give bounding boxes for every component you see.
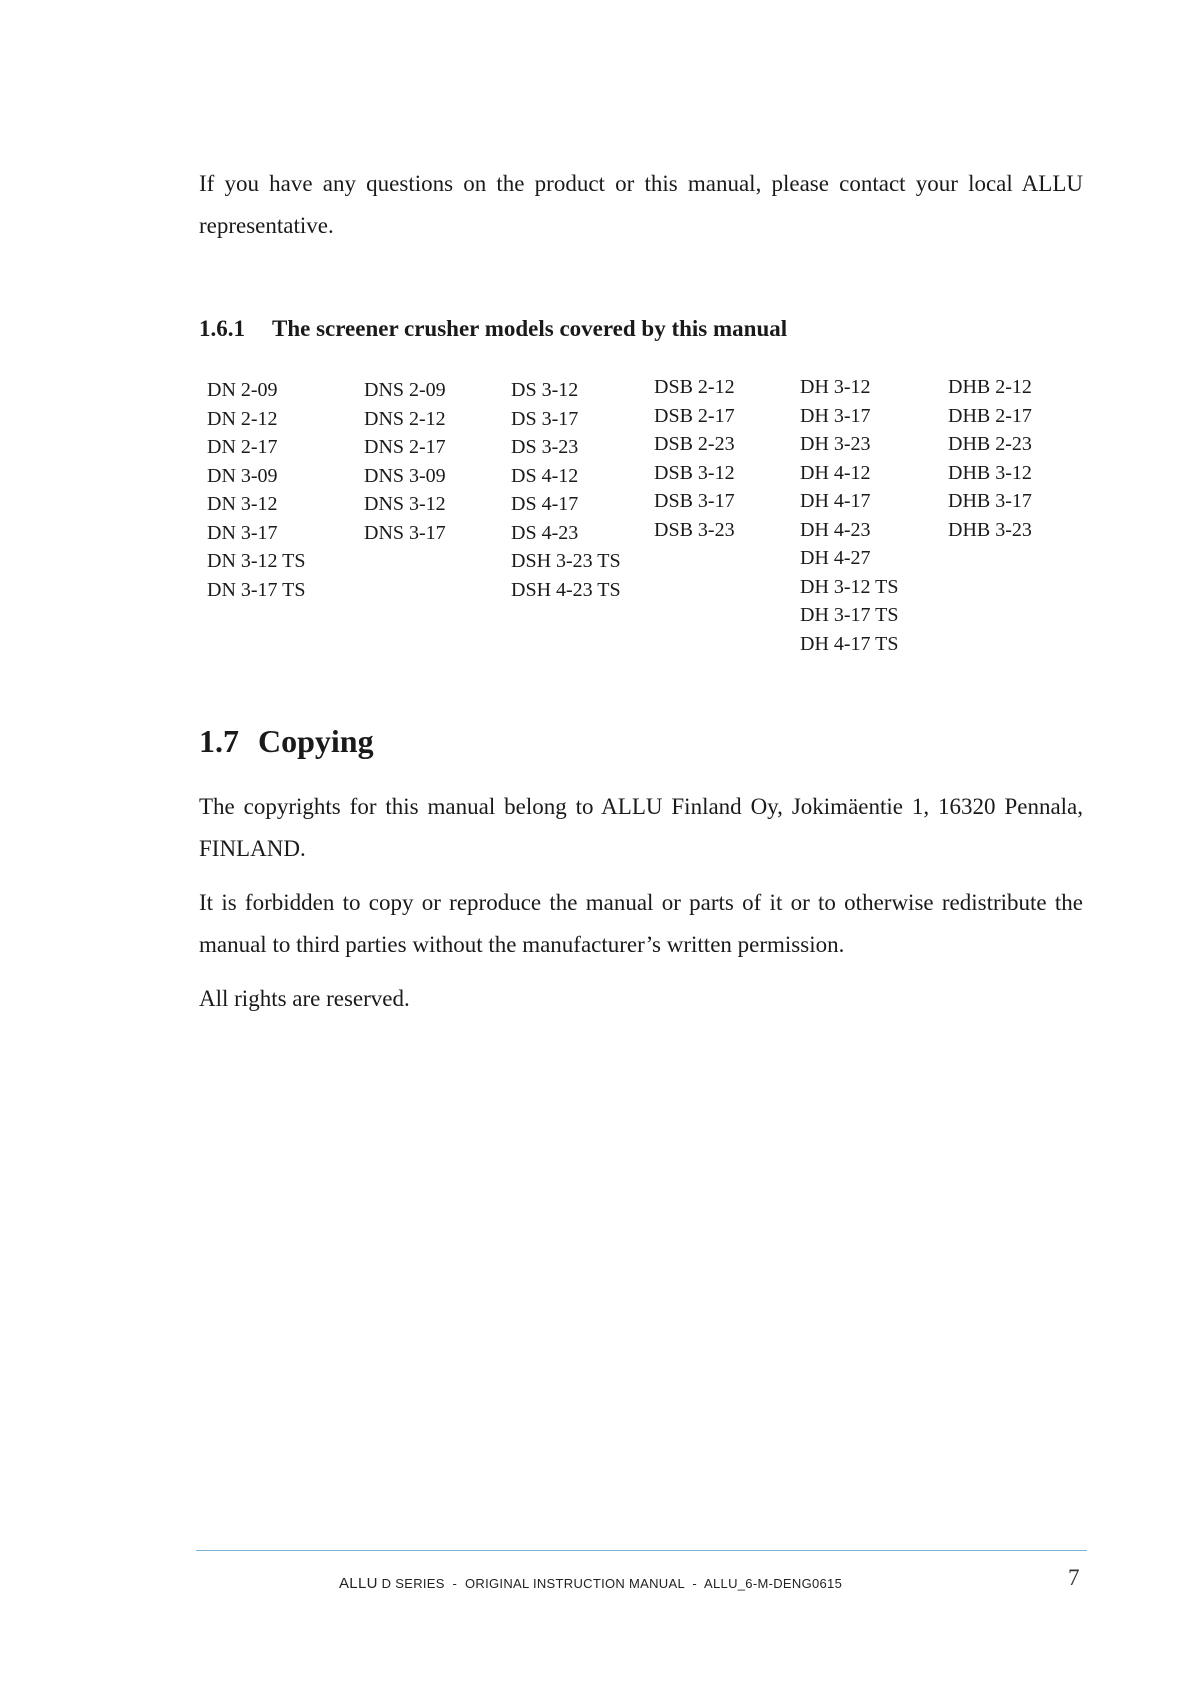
model-item: DH 3-17 TS	[800, 604, 899, 626]
intro-paragraph: If you have any questions on the product or this manual, please contact your local ALLU representative.	[199, 171, 1083, 238]
model-item: DS 4-23	[511, 521, 579, 544]
model-item: DHB 3-12	[948, 461, 1032, 484]
model-item: DN 2-17	[207, 436, 278, 458]
model-item: DN 3-12 TS	[207, 550, 306, 572]
model-list	[0, 370, 1190, 670]
model-item: DH 3-12 TS	[800, 575, 899, 598]
model-item: DS 4-17	[511, 493, 579, 515]
model-item: DNS 2-09	[364, 379, 446, 401]
model-item: DS 3-12	[511, 379, 579, 401]
footer-brand: ALLU	[339, 1575, 378, 1592]
model-item: DS 3-23	[511, 436, 579, 458]
footer-divider	[196, 1550, 1087, 1551]
model-item: DSH 3-23 TS	[511, 550, 621, 572]
model-item: DN 3-17 TS	[207, 578, 306, 601]
model-column-dsb	[654, 373, 735, 544]
model-item: DNS 3-12	[364, 493, 446, 515]
model-item: DS 4-12	[511, 464, 579, 487]
model-item: DSB 2-12	[654, 376, 735, 398]
model-item: DH 3-17	[800, 404, 871, 427]
model-item: DNS 3-09	[364, 464, 446, 487]
model-item: DN 2-09	[207, 379, 278, 401]
model-item: DSB 2-23	[654, 433, 735, 455]
model-column-ds	[511, 376, 621, 604]
model-item: DSB 3-23	[654, 518, 735, 541]
footer-text	[339, 1575, 842, 1592]
model-item: DSH 4-23 TS	[511, 578, 621, 601]
section-title: The screener crusher models covered by this manual	[272, 316, 788, 341]
model-item: DSB 3-12	[654, 461, 735, 484]
section-heading-1-6-1	[199, 316, 787, 342]
model-item: DSB 2-17	[654, 404, 735, 427]
model-item: DH 4-17	[800, 490, 871, 512]
model-item: DH 4-23	[800, 518, 871, 541]
model-item: DH 3-23	[800, 433, 871, 455]
model-item: DH 4-17 TS	[800, 632, 899, 655]
page-number: 7	[1068, 1565, 1080, 1590]
section-number: 1.6.1	[199, 316, 245, 341]
model-column-dn	[207, 376, 306, 604]
section-number: 1.7	[199, 723, 239, 759]
model-item: DH 3-12	[800, 376, 871, 398]
section-heading-1-7	[199, 723, 374, 760]
model-item: DS 3-17	[511, 407, 579, 430]
section-title: Copying	[258, 723, 374, 759]
model-item: DSB 3-17	[654, 490, 735, 512]
model-item: DH 4-12	[800, 461, 871, 484]
model-column-dh	[800, 373, 899, 658]
model-item: DHB 2-17	[948, 404, 1032, 427]
footer-title: D SERIES - ORIGINAL INSTRUCTION MANUAL - ALLU_6-M-DENG0615	[377, 1576, 843, 1591]
model-item: DNS 3-17	[364, 521, 446, 544]
model-column-dns	[364, 376, 446, 547]
model-item: DHB 2-23	[948, 433, 1032, 455]
rights-paragraph: All rights are reserved.	[199, 986, 410, 1011]
model-item: DHB 3-23	[948, 518, 1032, 541]
reproduction-paragraph: It is forbidden to copy or reproduce the manual or parts of it or to otherwise redistribute the manual to third parties without the manufacturer’s written permission.	[199, 890, 1083, 957]
model-item: DH 4-27	[800, 547, 871, 569]
model-item: DHB 2-12	[948, 376, 1032, 398]
model-item: DN 3-09	[207, 464, 278, 487]
model-item: DN 3-12	[207, 493, 278, 515]
model-item: DN 2-12	[207, 407, 278, 430]
model-item: DNS 2-12	[364, 407, 446, 430]
model-item: DN 3-17	[207, 521, 278, 544]
model-item: DHB 3-17	[948, 490, 1032, 512]
model-column-dhb	[948, 373, 1032, 544]
model-item: DNS 2-17	[364, 436, 446, 458]
copyright-paragraph: The copyrights for this manual belong to ALLU Finland Oy, Jokimäentie 1, 16320 Pennala, FINLAND.	[199, 794, 1083, 861]
